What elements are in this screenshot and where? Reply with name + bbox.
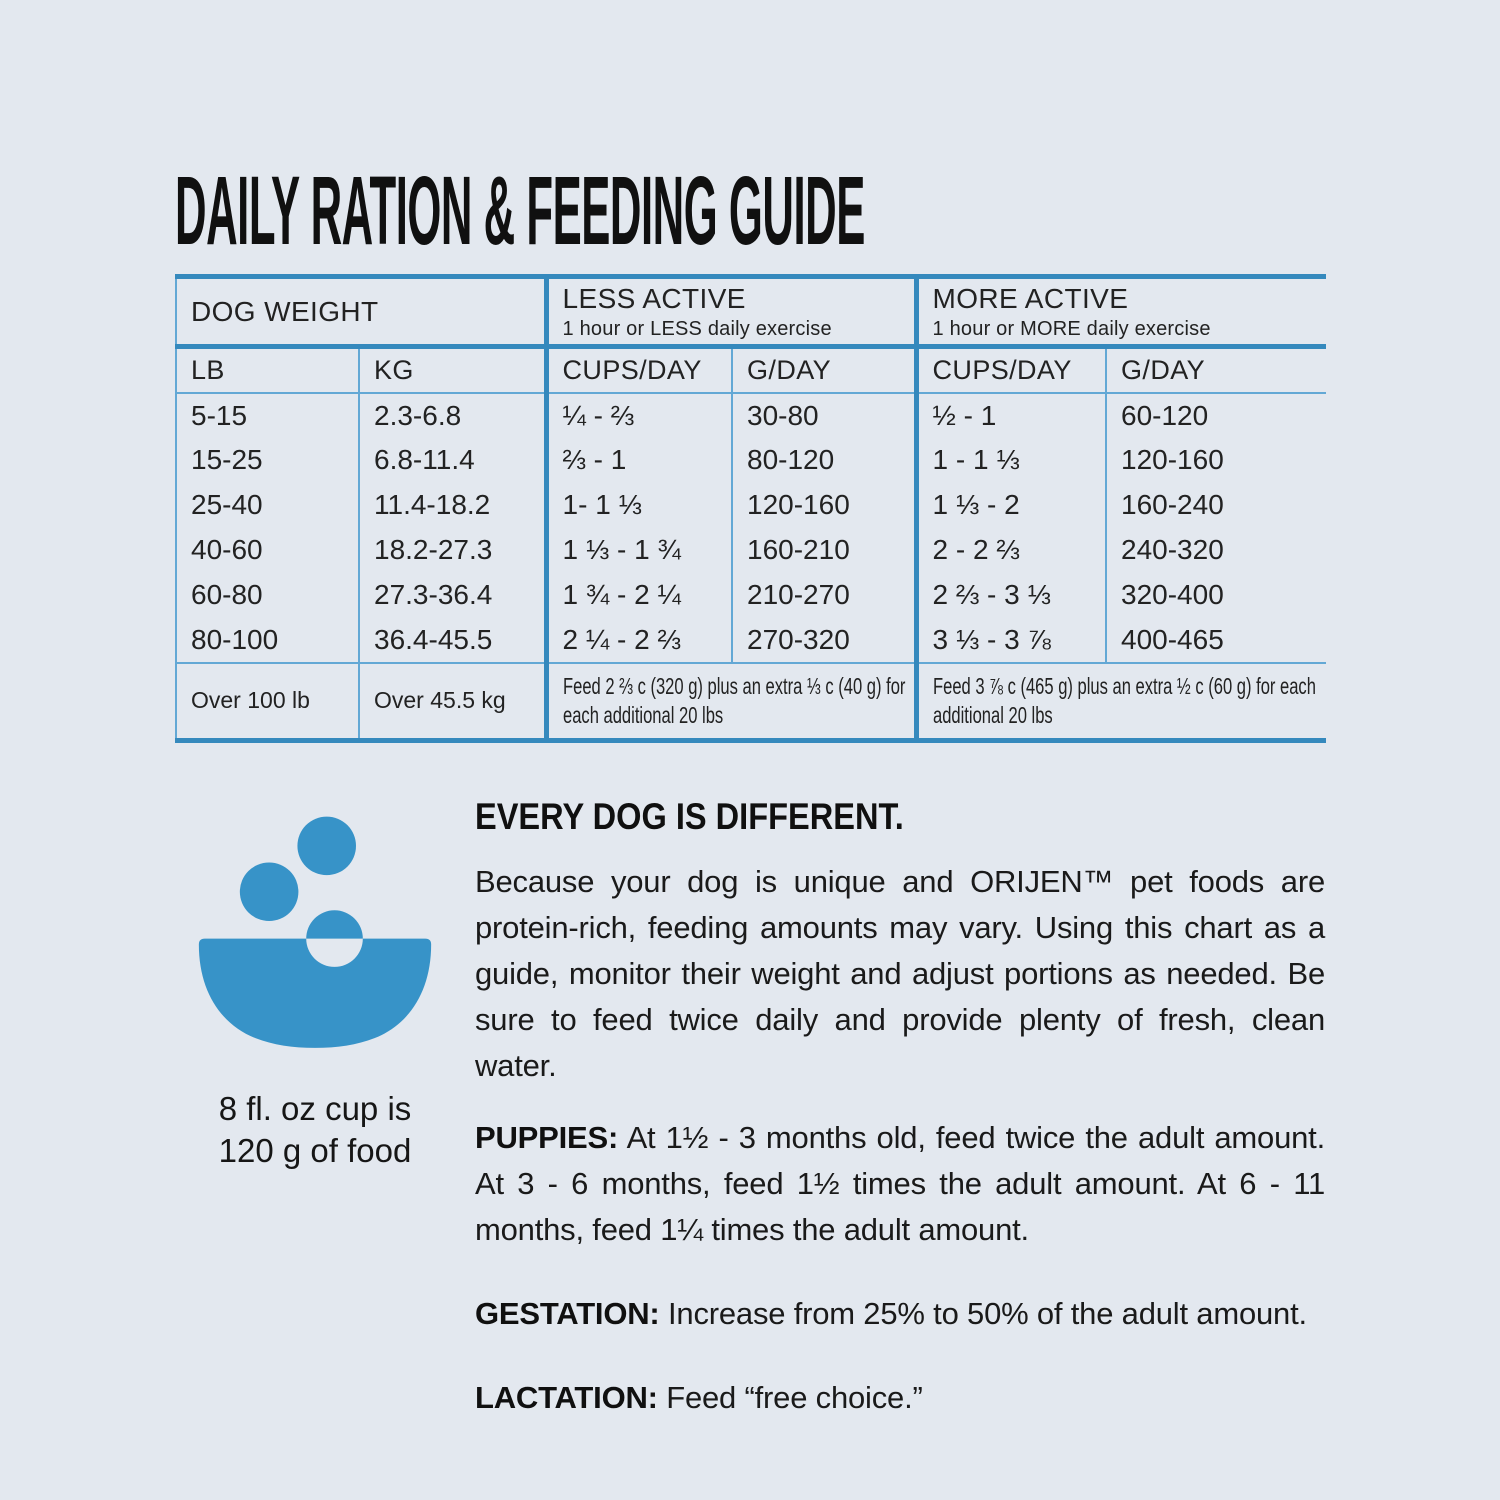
- cell-kg: 27.3-36.4: [359, 573, 546, 618]
- cell-more-g: 320-400: [1106, 573, 1326, 618]
- cell-less-g: 30-80: [732, 393, 916, 438]
- info-column: [475, 783, 1325, 1421]
- cell-less-cups: ⅔ - 1: [546, 438, 732, 483]
- info-heading: [475, 795, 1325, 839]
- cup-caption: [175, 1088, 455, 1172]
- cell-more-cups: 2 ⅔ - 3 ⅓: [916, 573, 1106, 618]
- cup-caption-line1: 8 fl. oz cup is: [218, 1090, 412, 1127]
- cell-more-cups: 1 - 1 ⅓: [916, 438, 1106, 483]
- cell-less-g: 80-120: [732, 438, 916, 483]
- cell-kg: 18.2-27.3: [359, 528, 546, 573]
- bowl-shape: [199, 910, 431, 1048]
- cup-info-column: [175, 783, 455, 1421]
- bottom-section: [175, 783, 1325, 1421]
- column-header-less-cups: CUPS/DAY: [546, 347, 732, 393]
- cell-kg: 2.3-6.8: [359, 393, 546, 438]
- info-heading-text: EVERY DOG IS DIFFERENT.: [475, 796, 904, 837]
- cell-less-g: 160-210: [732, 528, 916, 573]
- puppies-label: PUPPIES:: [475, 1120, 619, 1155]
- puppies-text: At 1½ - 3 months old, feed twice the adult amount. At 3 - 6 months, feed 1½ times the adult amount. At 6 - 11 months, feed 1¼ times the adult amount.: [475, 1120, 1325, 1247]
- lactation-text: Feed “free choice.”: [666, 1380, 923, 1415]
- cell-more-g: 60-120: [1106, 393, 1326, 438]
- cell-lb: 60-80: [191, 579, 263, 610]
- cell-lb: 5-15: [191, 399, 248, 431]
- group-header-more-active: [916, 277, 1326, 347]
- table-row: [176, 618, 1326, 663]
- cell-more-cups: 2 - 2 ⅔: [916, 528, 1106, 573]
- over-less-note-text: Feed 2 ⅔ c (320 g) plus an extra ⅓ c (40 g) for each additional 20 lbs: [562, 672, 905, 728]
- cell-less-cups: ¼ - ⅔: [546, 393, 732, 438]
- cell-less-cups: 1 ¾ - 2 ¼: [546, 573, 732, 618]
- group-header-less-active-label: LESS ACTIVE: [562, 282, 746, 314]
- group-header-less-active-subtitle: 1 hour or LESS daily exercise: [562, 317, 832, 340]
- page-title-text: DAILY RATION & FEEDING GUIDE: [175, 156, 865, 265]
- cell-over-kg: Over 45.5 kg: [359, 663, 546, 741]
- cell-less-cups: 2 ¼ - 2 ⅔: [546, 618, 732, 663]
- cell-lb: 15-25: [191, 444, 263, 475]
- gestation-text: Increase from 25% to 50% of the adult amount.: [667, 1296, 1307, 1331]
- group-header-more-active-subtitle: 1 hour or MORE daily exercise: [932, 317, 1211, 340]
- cell-over-lb: Over 100 lb: [176, 663, 359, 741]
- cell-less-g: 120-160: [732, 483, 916, 528]
- cell-over-more-note: [916, 663, 1326, 741]
- info-paragraph: Because your dog is unique and ORIJEN™ pet foods are protein-rich, feeding amounts may vary. Using this chart as a guide, monitor their weight and adjust portions as needed. Be sure to feed twice daily and provide plenty of fresh, clean water.: [475, 864, 1325, 1083]
- group-header-dog-weight: [176, 277, 546, 347]
- table-row: [176, 483, 1326, 528]
- column-header-more-cups: CUPS/DAY: [916, 347, 1106, 393]
- cell-less-g: 210-270: [732, 573, 916, 618]
- cell-more-cups: 1 ⅓ - 2: [916, 483, 1106, 528]
- group-header-dog-weight-label: DOG WEIGHT: [191, 295, 379, 327]
- cell-lb: 25-40: [191, 489, 263, 520]
- group-header-less-active: [546, 277, 916, 347]
- table-row: [176, 573, 1326, 618]
- cell-more-g: 240-320: [1106, 528, 1326, 573]
- column-header-more-g: G/DAY: [1106, 347, 1326, 393]
- food-bowl-icon: [193, 789, 437, 1055]
- column-header-kg: KG: [359, 347, 546, 393]
- cell-lb: 80-100: [191, 623, 279, 655]
- gestation-label: GESTATION:: [475, 1296, 660, 1331]
- cell-more-cups: 3 ⅓ - 3 ⅞: [916, 618, 1106, 663]
- cell-less-g: 270-320: [732, 618, 916, 663]
- gestation-paragraph: [475, 1291, 1325, 1337]
- table-over-100lb-row: [176, 663, 1326, 741]
- group-header-more-active-label: MORE ACTIVE: [932, 282, 1129, 314]
- kibble-dot-icon: [240, 862, 299, 921]
- column-header-less-g: G/DAY: [732, 347, 916, 393]
- lactation-paragraph: [475, 1375, 1325, 1421]
- cell-lb: 40-60: [191, 534, 263, 565]
- cell-more-g: 400-465: [1106, 618, 1326, 663]
- table-row: [176, 528, 1326, 573]
- cell-more-g: 120-160: [1106, 438, 1326, 483]
- cell-more-cups: ½ - 1: [916, 393, 1106, 438]
- over-more-note-text: Feed 3 ⅞ c (465 g) plus an extra ½ c (60 g) for each additional 20 lbs: [932, 672, 1316, 728]
- table-row: [176, 393, 1326, 438]
- cup-caption-line2: 120 g of food: [218, 1132, 412, 1169]
- table-row: [176, 438, 1326, 483]
- cell-over-less-note: [546, 663, 916, 741]
- cell-less-cups: 1- 1 ⅓: [546, 483, 732, 528]
- page-title: [175, 156, 1325, 265]
- cell-kg: 11.4-18.2: [359, 483, 546, 528]
- table-group-header-row: [176, 277, 1326, 347]
- puppies-paragraph: [475, 1115, 1325, 1253]
- table-column-header-row: [176, 347, 1326, 393]
- column-header-lb: LB: [176, 347, 359, 393]
- feeding-table: [175, 274, 1326, 743]
- lactation-label: LACTATION:: [475, 1380, 658, 1415]
- cell-less-cups: 1 ⅓ - 1 ¾: [546, 528, 732, 573]
- kibble-dot-icon: [297, 817, 356, 876]
- cell-kg: 36.4-45.5: [359, 618, 546, 663]
- cell-kg: 6.8-11.4: [359, 438, 546, 483]
- cell-more-g: 160-240: [1106, 483, 1326, 528]
